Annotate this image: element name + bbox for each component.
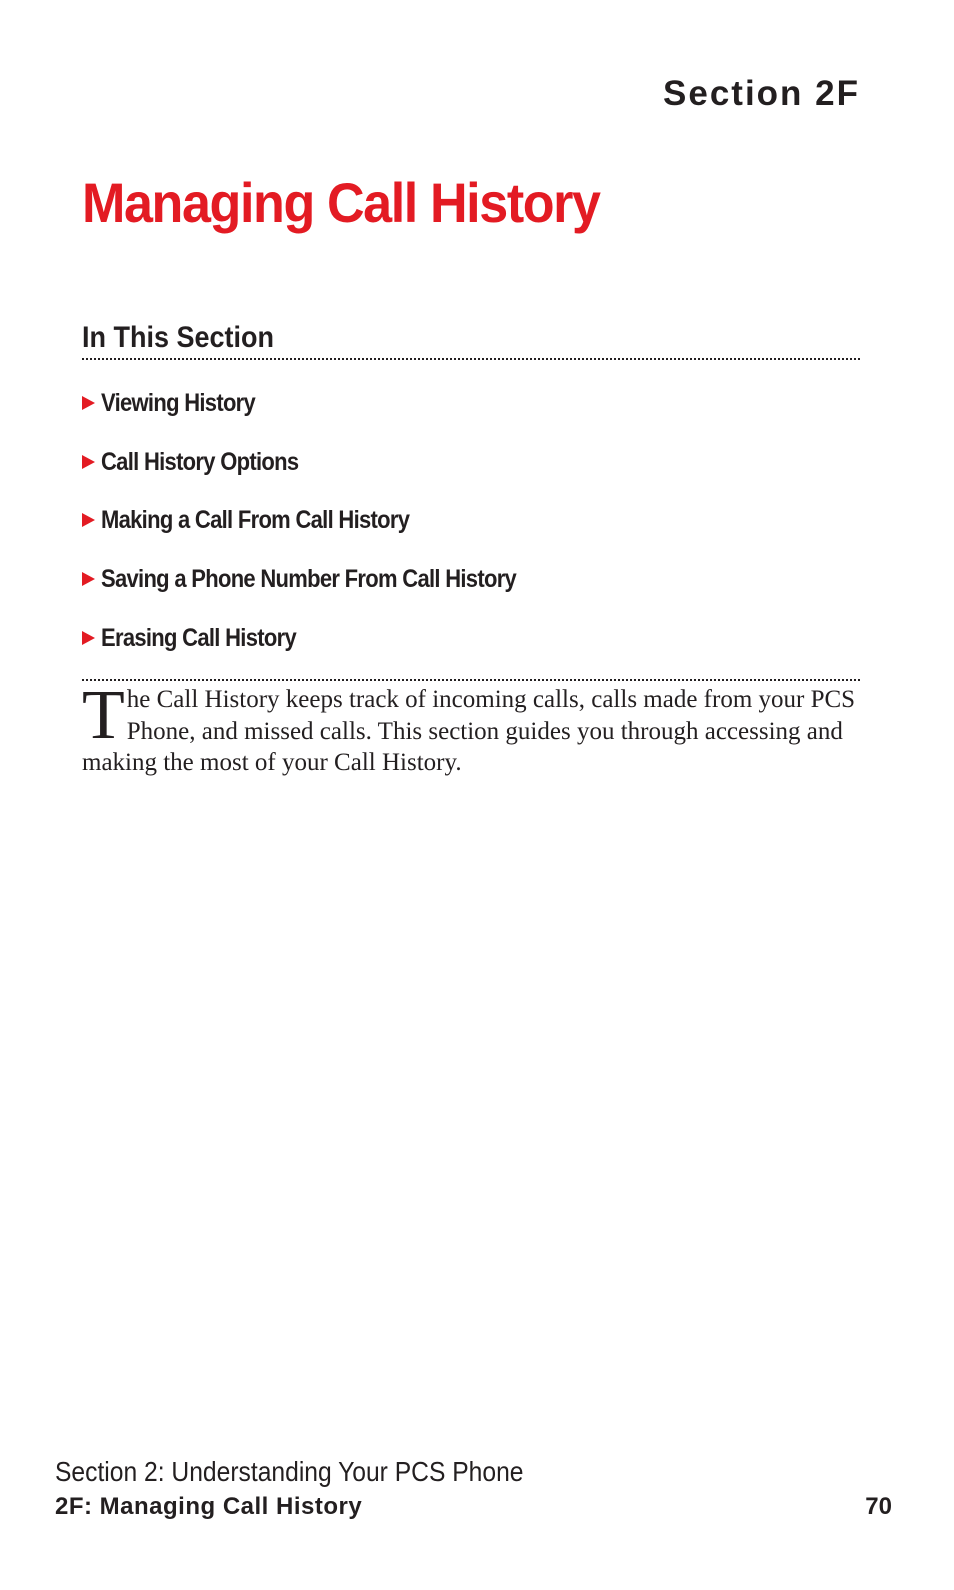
red-triangle-bullet-icon [82,396,95,410]
page-number: 70 [865,1493,892,1520]
footer-section-title: Section 2: Understanding Your PCS Phone [55,1456,524,1487]
red-triangle-bullet-icon [82,631,95,645]
section-label: Section 2F [663,74,860,113]
drop-cap: T [82,677,125,754]
in-this-section [82,318,860,681]
topic-label: Erasing Call History [101,623,296,652]
topic-label: Saving a Phone Number From Call History [101,565,517,594]
topic-erasing-call-history[interactable] [82,608,860,667]
in-this-section-heading: In This Section [82,321,275,354]
intro-text: he Call History keeps track of incoming calls, calls made from your PCS Phone, and missed calls. This section guides you through accessing and making the most of your Call History. [82,686,856,776]
red-triangle-bullet-icon [82,455,95,469]
red-triangle-bullet-icon [82,513,95,527]
bottom-dotted-divider [82,679,860,681]
footer-chapter-title: 2F: Managing Call History [55,1493,363,1520]
topic-call-history-options[interactable] [82,433,860,492]
page-title: Managing Call History [82,171,600,234]
topic-label: Making a Call From Call History [101,506,410,535]
section-topic-list [82,360,860,679]
topic-label: Call History Options [101,447,299,476]
intro-paragraph [82,677,860,779]
topic-making-a-call[interactable] [82,491,860,550]
topic-label: Viewing History [101,389,256,418]
topic-saving-a-phone-number[interactable] [82,550,860,609]
topic-viewing-history[interactable] [82,374,860,433]
red-triangle-bullet-icon [82,572,95,586]
